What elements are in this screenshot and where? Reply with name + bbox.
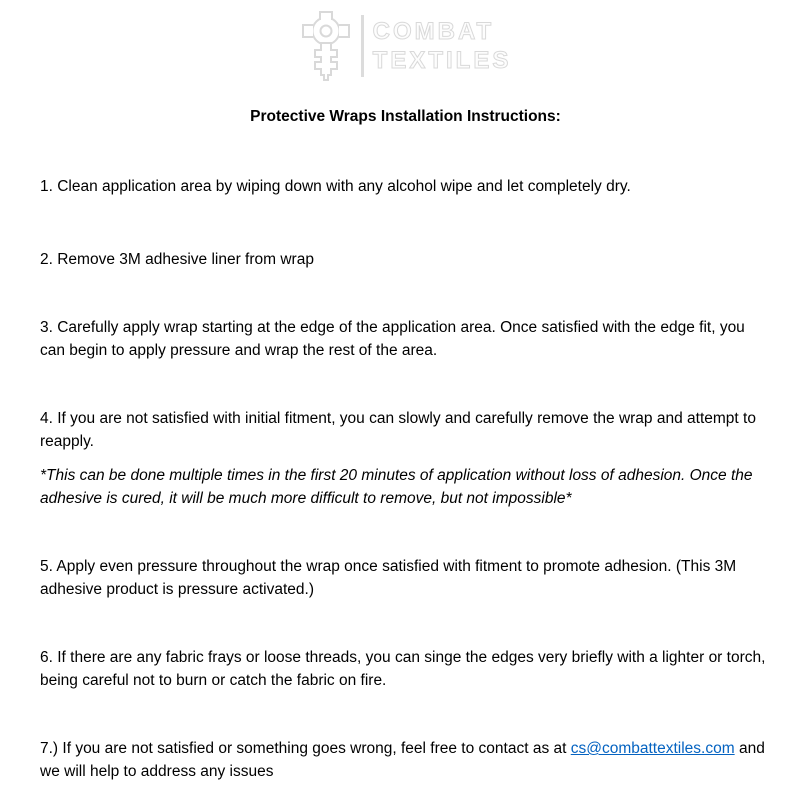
instruction-step-6: 6. If there are any fabric frays or loose threads, you can singe the edges very briefly with a lighter or torch, being careful not to burn or catch the fabric on fire. <box>40 649 766 689</box>
grenade-icon <box>300 9 352 83</box>
instructions-list <box>40 175 771 783</box>
instruction-step-2: 2. Remove 3M adhesive liner from wrap <box>40 251 314 268</box>
instruction-step-5: 5. Apply even pressure throughout the wrap once satisfied with fitment to promote adhesion. (This 3M adhesive product is pressure activated.) <box>40 558 737 598</box>
instruction-step-4: 4. If you are not satisfied with initial fitment, you can slowly and carefully remove the wrap and attempt to reapply. <box>40 410 756 450</box>
instruction-step-3: 3. Carefully apply wrap starting at the edge of the application area. Once satisfied with the edge fit, you can begin to apply pressure and wrap the rest of the area. <box>40 319 745 359</box>
adhesion-note: *This can be done multiple times in the first 20 minutes of application without loss of adhesion. Once the adhesive is cured, it will be much more difficult to remove, but not impossible* <box>40 467 753 507</box>
instruction-step-1: 1. Clean application area by wiping down with any alcohol wipe and let completely dry. <box>40 178 631 195</box>
brand-name-line2: TEXTILES <box>372 47 512 74</box>
step-7-text-prefix: 7.) If you are not satisfied or something goes wrong, feel free to contact as at <box>40 740 571 757</box>
step-7-text-suffix: and we will help to address any issues <box>40 740 765 780</box>
instruction-step-7 <box>40 737 771 783</box>
email-link[interactable]: cs@combattextiles.com <box>570 740 735 757</box>
brand-logo <box>40 0 771 84</box>
brand-name <box>373 17 512 75</box>
page-title: Protective Wraps Installation Instructions: <box>250 108 561 125</box>
brand-name-line1: COMBAT <box>372 18 495 45</box>
logo-divider <box>361 15 364 77</box>
